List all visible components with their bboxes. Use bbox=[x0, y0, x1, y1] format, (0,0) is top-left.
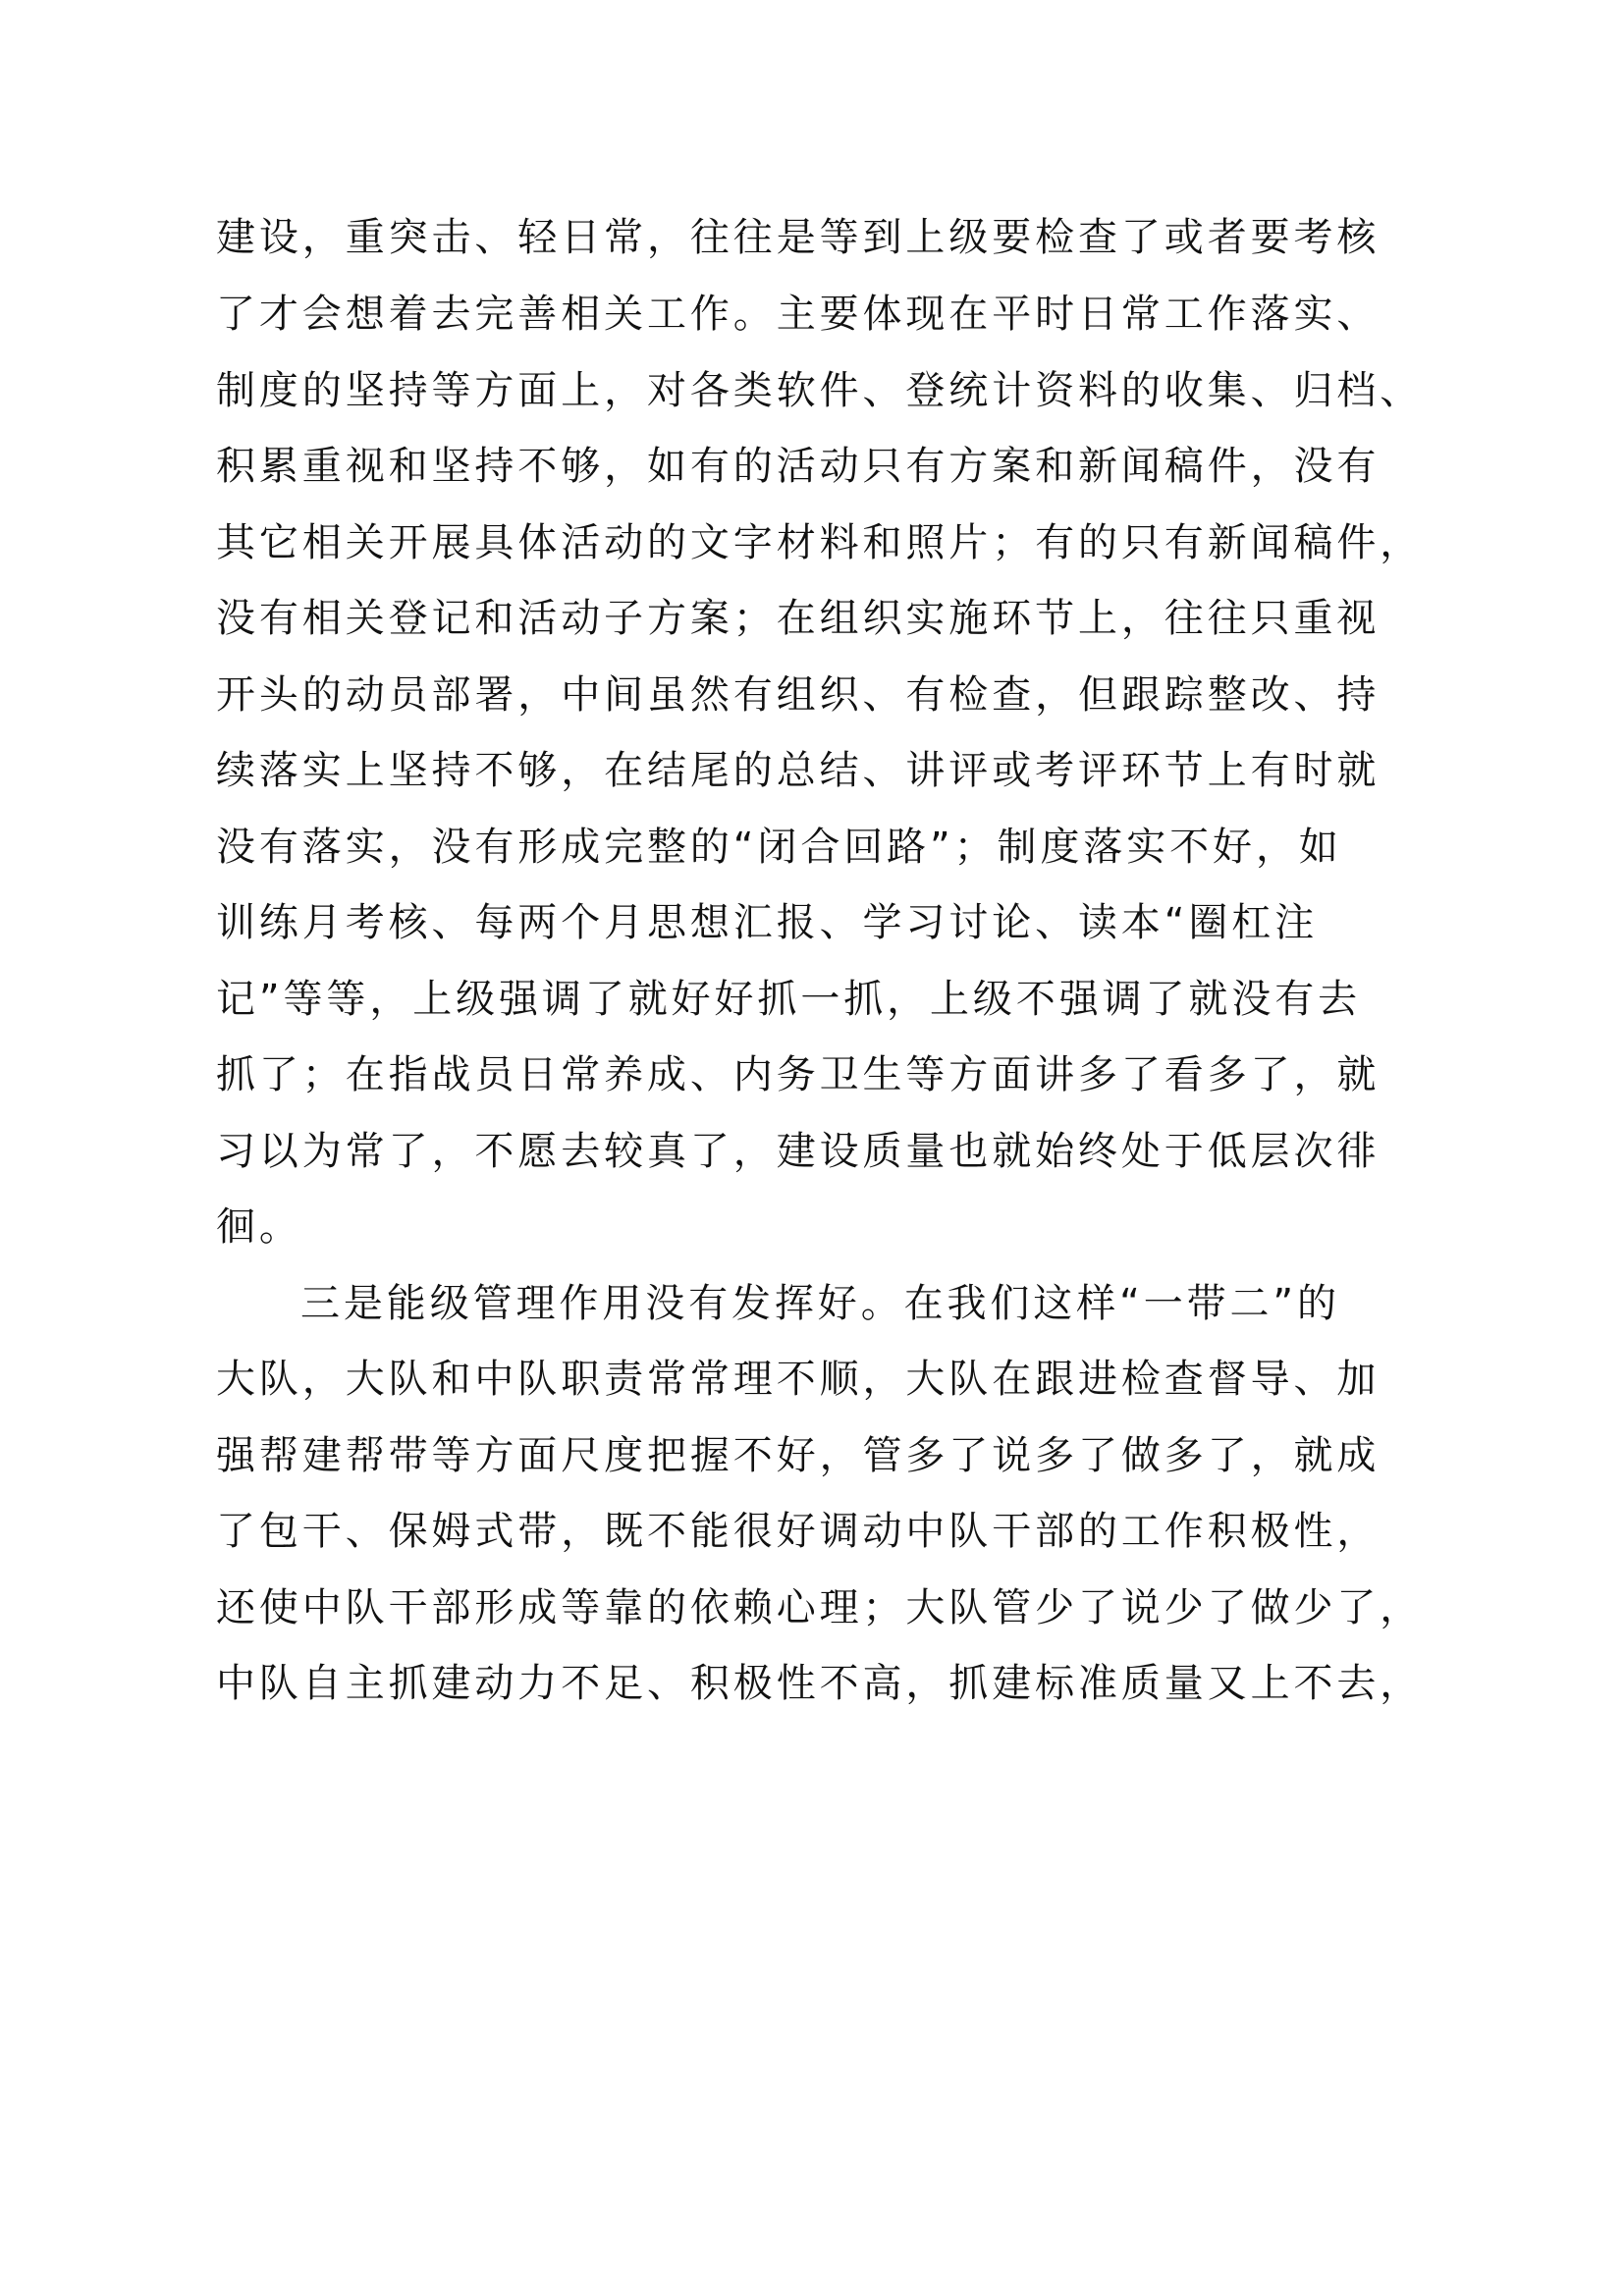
text-line: 没有落实，没有形成完整的“闭合回路”；制度落实不好，如 bbox=[216, 825, 1342, 870]
text-line: 开头的动员部署，中间虽然有组织、有检查，但跟踪整改、持 bbox=[216, 672, 1380, 718]
text-line: 了包干、保姆式带，既不能很好调动中队干部的工作积极性， bbox=[216, 1509, 1380, 1554]
text-line: 制度的坚持等方面上，对各类软件、登统计资料的收集、归档、 bbox=[216, 368, 1424, 413]
text-line: 续落实上坚持不够，在结尾的总结、讲评或考评环节上有时就 bbox=[216, 748, 1380, 793]
text-line: 习以为常了，不愿去较真了，建设质量也就始终处于低层次徘 bbox=[216, 1129, 1380, 1174]
paragraph-first-line: 三是能级管理作用没有发挥好。在我们这样“一带二”的 bbox=[300, 1281, 1340, 1326]
text-line: 训练月考核、每两个月思想汇报、学习讨论、读本“圈杠注 bbox=[216, 900, 1319, 945]
text-line: 了才会想着去完善相关工作。主要体现在平时日常工作落实、 bbox=[216, 292, 1380, 337]
text-line: 大队，大队和中队职责常常理不顺，大队在跟进检查督导、加 bbox=[216, 1357, 1380, 1402]
text-line: 还使中队干部形成等靠的依赖心理；大队管少了说少了做少了， bbox=[216, 1585, 1424, 1630]
text-line: 建设，重突击、轻日常，往往是等到上级要检查了或者要考核 bbox=[216, 215, 1380, 260]
text-line: 抓了；在指战员日常养成、内务卫生等方面讲多了看多了，就 bbox=[216, 1052, 1380, 1097]
text-line: 其它相关开展具体活动的文字材料和照片；有的只有新闻稿件， bbox=[216, 520, 1424, 565]
text-line: 中队自主抓建动力不足、积极性不高，抓建标准质量又上不去， bbox=[216, 1661, 1424, 1706]
text-line: 记”等等，上级强调了就好好抓一抓，上级不强调了就没有去 bbox=[216, 977, 1362, 1022]
text-line: 积累重视和坚持不够，如有的活动只有方案和新闻稿件，没有 bbox=[216, 444, 1380, 489]
text-line: 强帮建帮带等方面尺度把握不好，管多了说多了做多了，就成 bbox=[216, 1433, 1380, 1478]
text-line: 没有相关登记和活动子方案；在组织实施环节上，往往只重视 bbox=[216, 596, 1380, 641]
text-line: 徊。 bbox=[216, 1204, 302, 1250]
